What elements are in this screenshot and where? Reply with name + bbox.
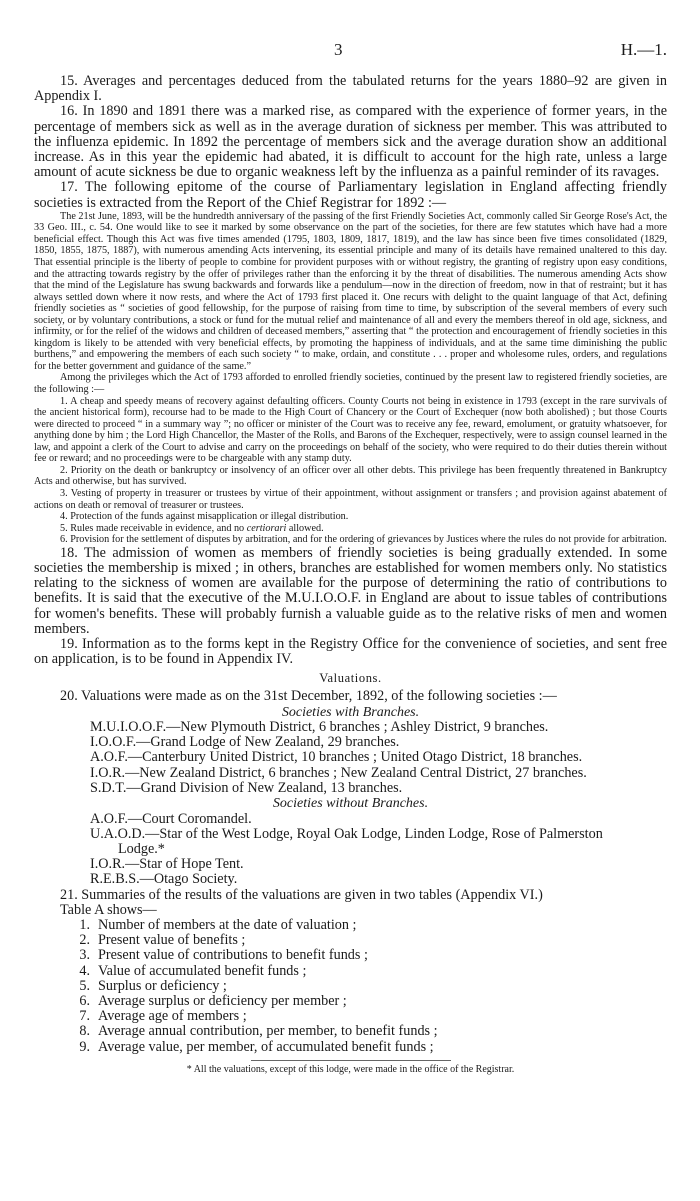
society-entry: I.O.O.F.—Grand Lodge of New Zealand, 29 branches. bbox=[90, 734, 400, 751]
quote-paragraph: Among the privileges which the Act of 1793 afforded to enrolled friendly societies, continued by the present law to registered friendly societies, are the following :— bbox=[34, 372, 667, 396]
list-item: 3. Present value of contributions to benefit funds ; bbox=[79, 947, 368, 964]
society-entry: I.O.R.—Star of Hope Tent. bbox=[90, 856, 244, 873]
table-a-intro: Table A shows— bbox=[60, 901, 157, 918]
privilege-item: 5. Rules made receivable in evidence, and no certiorari allowed. bbox=[60, 522, 324, 534]
list-item: 8. Average annual contribution, per member, to benefit funds ; bbox=[79, 1023, 438, 1040]
society-entry: R.E.B.S.—Otago Society. bbox=[90, 871, 238, 888]
paragraph-21: 21. Summaries of the results of the valuations are given in two tables (Appendix VI.) bbox=[60, 886, 543, 903]
subheading-without-branches: Societies without Branches. bbox=[272, 796, 429, 812]
document-page bbox=[34, 40, 667, 1075]
society-entry: U.A.O.D.—Star of the West Lodge, Royal Oak Lodge, Linden Lodge, Rose of Palmerston bbox=[90, 825, 603, 842]
privilege-item: 2. Priority on the death or bankruptcy or insolvency of an officer over all other debts. This privilege has been frequently threatened in Bankruptcy Acts and otherwise, but has survived. bbox=[34, 464, 667, 488]
quote-paragraph: The 21st June, 1893, will be the hundredth anniversary of the passing of the first Friendly Societies Act, commonly called Sir George Rose's Act, the 33 Geo. III., c. 54. One would like to see it marked by some observance on the part of the societies, for there are few statutes which have had a more beneficial effect. Though this Act was five times amended (1795, 1803, 1809, 1817, 1819), and the law has since been five times consolidated (1829, 1850, 1855, 1875, 1887), with numerous amending Acts intervening, its essential principle and many of its details have remained unaltered to this day. That essential principle is the liberty of people to combine for provident purposes with or without registry, the granting of registry upon easy conditions, and the attracting towards registry by the offer of privileges rather than the enforcing it by the threat of disabilities. The numerous amending Acts show that the mind of the Legislature has swung backwards and forwards like a pendulum—now in the direction of freedom, now in that of restraint; but it has always settled down where it now rests, and where the Act of 1793 first placed it. One recurs with delight to the quaint language of that Act, defining friendly societies as “ societies of good fellowship, for the purpose of raising from time to time, by subscription of the several members of every such society, or by voluntary contributions, a stock or fund for the mutual relief and maintenance of all and every the members thereof in old age, sickness, and infirmity, or for the relief of the widows and children of deceased members,” asserting that “ the protection and encouragement of friendly societies in this kingdom is likely to be attended with very beneficial effects, by promoting the happiness of individuals, and at the same time diminishing the public burthens,” and empowering the members of each such society “ to make, ordain, and constitute . . . proper and wholesome rules, orders, and regulations for the better government and guidance of the same.” bbox=[34, 210, 667, 372]
list-item: 4. Value of accumulated benefit funds ; bbox=[79, 962, 307, 979]
page-number: 3 bbox=[334, 40, 343, 59]
paragraph-17: 17. The following epitome of the course of Parliamentary legislation in England affecting friendly societies is extracted from the Report of the Chief Registrar for 1892 :— bbox=[34, 179, 667, 211]
society-entry: A.O.F.—Court Coromandel. bbox=[90, 810, 252, 827]
privilege-item: 3. Vesting of property in treasurer or trustees by virtue of their appointment, without assignment or transfers ; and provision against abatement of actions on death or removal of treasurer or trustees. bbox=[34, 487, 667, 511]
society-entry-continuation: Lodge.* bbox=[118, 840, 165, 857]
list-item: 9. Average value, per member, of accumulated benefit funds ; bbox=[79, 1038, 434, 1055]
paragraph-20: 20. Valuations were made as on the 31st December, 1892, of the following societies :— bbox=[60, 688, 557, 705]
privilege-item: 1. A cheap and speedy means of recovery against defaulting officers. County Courts not being in existence in 1793 (except in the rare survivals of the ancient historical form), recourse had to be made to the High Court of Chancery or the Court of Exchequer (now both abolished) ; but those Courts were directed to proceed “ in a summary way ”; no officer or minister of the Court was to receive any fee, reward, emolument, or gratuity whatsoever, for anything done by him ; the Lord High Chancellor, the Master of the Rolls, and Barons of the Exchequer, respectively, were to assign counsel learned in the law, and appoint a clerk of the Court to advise and carry on the proceedings on behalf of the society, who were required to do their duties therein without fee or reward; and no proceedings were to be chargeable with any stamp duty. bbox=[34, 395, 667, 465]
paragraph-16: 16. In 1890 and 1891 there was a marked rise, as compared with the experience of former years, in the percentage of members sick as well as in the average duration of sickness per member. This was attributed to the influenza epidemic. In 1892 the percentage of members sick and the average duration show an additional increase. As in this year the epidemic had abated, it is difficult to account for the high rate, unless a large amount of acute sickness be due to organic weakness left by the influenza as a painful reminder of its ravages. bbox=[34, 103, 667, 181]
list-item: 2. Present value of benefits ; bbox=[79, 932, 246, 949]
society-entry: M.U.I.O.O.F.—New Plymouth District, 6 branches ; Ashley District, 9 branches. bbox=[90, 719, 549, 736]
list-item: 7. Average age of members ; bbox=[79, 1008, 247, 1025]
footnote-divider bbox=[251, 1060, 451, 1061]
privilege-item: 4. Protection of the funds against misapplication or illegal distribution. bbox=[60, 511, 349, 523]
section-heading: Valuations. bbox=[319, 671, 382, 686]
list-item: 6. Average surplus or deficiency per member ; bbox=[79, 992, 347, 1009]
society-entry: I.O.R.—New Zealand District, 6 branches ; New Zealand Central District, 27 branches. bbox=[90, 764, 587, 781]
table-a-list bbox=[34, 918, 667, 1055]
page-header bbox=[34, 40, 667, 74]
privilege-item: 6. Provision for the settlement of disputes by arbitration, and for the ordering of grievances by Justices where the rules do not provide for arbitration. bbox=[60, 534, 667, 546]
society-entry: A.O.F.—Canterbury United District, 10 branches ; United Otago District, 18 branches. bbox=[90, 749, 583, 766]
paragraph-18: 18. The admission of women as members of friendly societies is being gradually extended. In some societies the membership is mixed ; in others, branches are established for women members only. No statistics relating to the sickness of women are available for the purpose of determining the ratio of contributions to benefits. It is said that the executive of the M.U.I.O.O.F. in England are about to issue tables of contributions for women's benefits. These will probably furnish a valuable guide as to the relative risks of men and women members. bbox=[34, 544, 667, 637]
paragraph-15: 15. Averages and percentages deduced from the tabulated returns for the years 1880–92 are given in Appendix I. bbox=[34, 73, 667, 105]
list-item: 1. Number of members at the date of valuation ; bbox=[79, 916, 357, 933]
footnote: * All the valuations, except of this lodge, were made in the office of the Registrar. bbox=[186, 1063, 515, 1075]
registrar-quote bbox=[34, 211, 667, 546]
document-reference: H.—1. bbox=[620, 40, 667, 59]
subheading-with-branches: Societies with Branches. bbox=[281, 704, 420, 720]
paragraph-19: 19. Information as to the forms kept in the Registry Office for the convenience of societies, and sent free on application, is to be found in Appendix IV. bbox=[34, 635, 667, 668]
society-entry: S.D.T.—Grand Division of New Zealand, 13 branches. bbox=[90, 779, 403, 796]
list-item: 5. Surplus or deficiency ; bbox=[79, 977, 227, 994]
